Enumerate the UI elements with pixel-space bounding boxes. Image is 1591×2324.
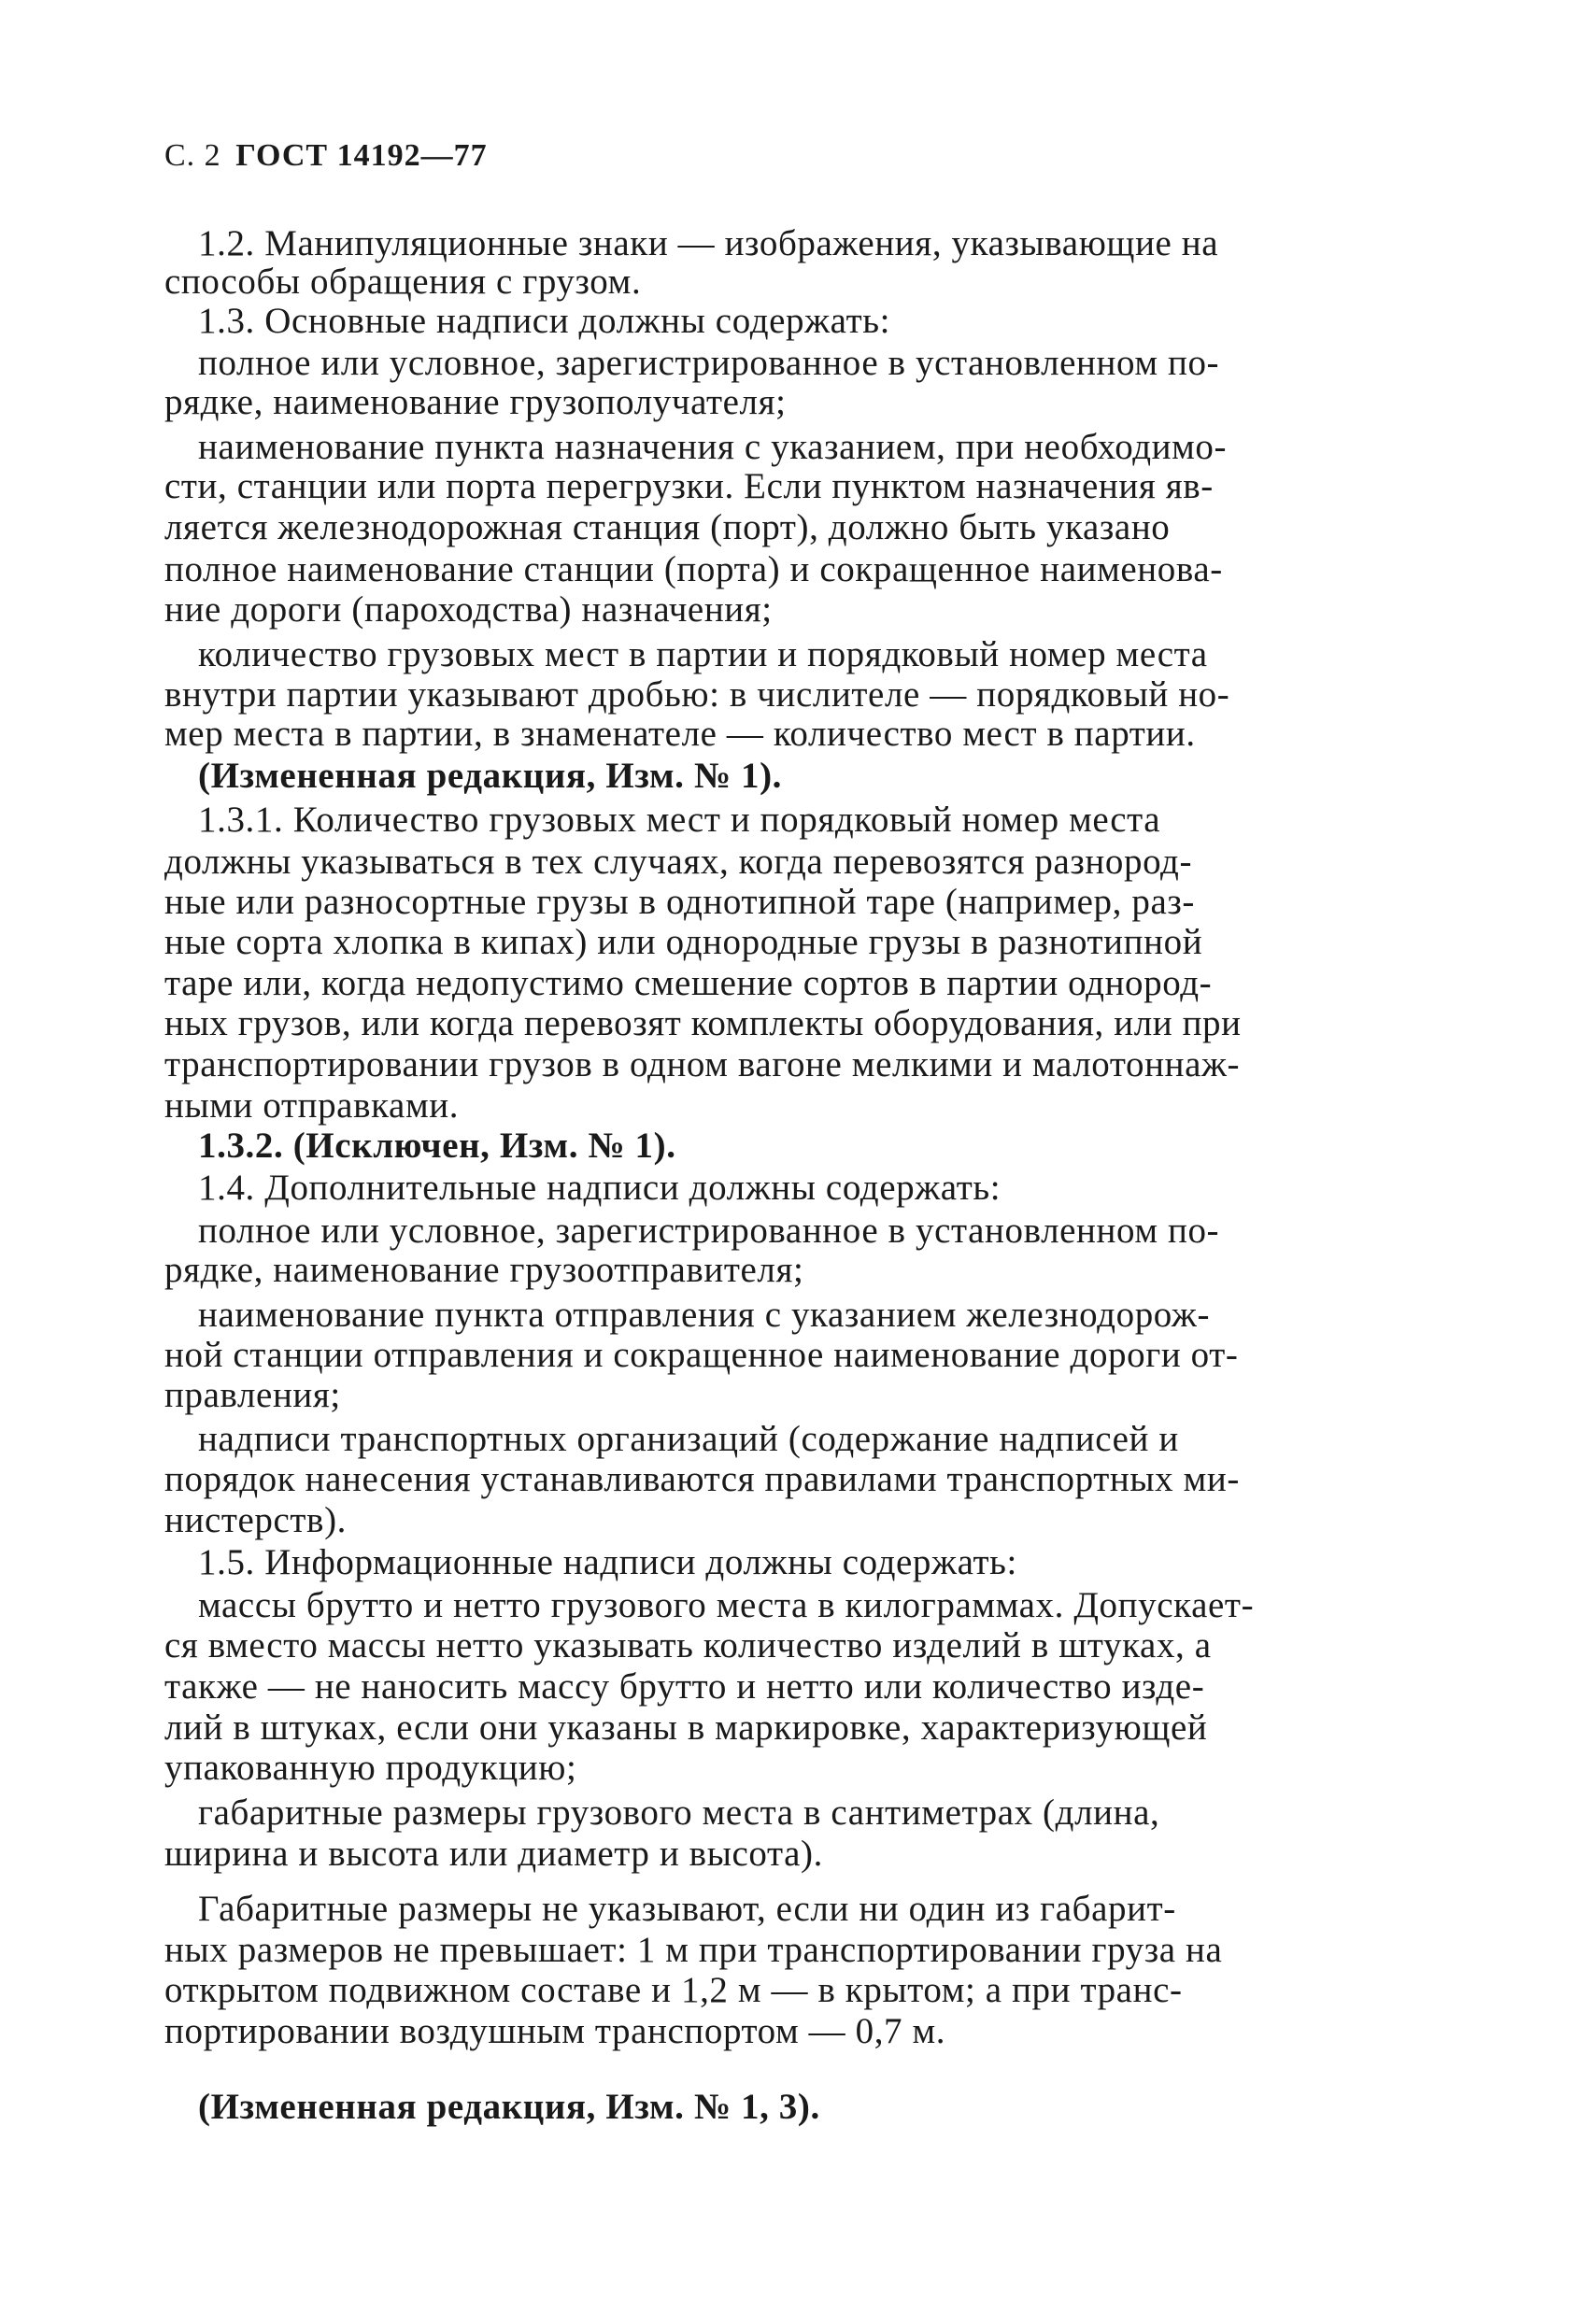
text-line: рядке, наименование грузоотправителя; bbox=[164, 1250, 804, 1290]
text-line: мер места в партии, в знаменателе — количество мест в партии. bbox=[164, 714, 1196, 754]
text-line: количество грузовых мест в партии и порядковый номер места bbox=[198, 634, 1208, 674]
text-line: ной станции отправления и сокращенное наименование дороги от- bbox=[164, 1335, 1239, 1375]
text-line: полное или условное, зарегистрированное в установленном по- bbox=[198, 343, 1220, 383]
text-line: ных грузов, или когда перевозят комплекты оборудования, или при bbox=[164, 1003, 1242, 1043]
text-line: также — не наносить массу брутто и нетто или количество изде- bbox=[164, 1666, 1205, 1707]
text-line: 1.3. Основные надписи должны содержать: bbox=[198, 301, 891, 341]
text-line: портировании воздушным транспортом — 0,7 м. bbox=[164, 2011, 946, 2051]
standard-title: ГОСТ 14192—77 bbox=[235, 138, 488, 173]
text-line: полное наименование станции (порта) и сокращенное наименова- bbox=[164, 549, 1223, 589]
page-number: С. 2 bbox=[164, 138, 221, 173]
text-line: ширина и высота или диаметр и высота). bbox=[164, 1834, 823, 1874]
text-line: ся вместо массы нетто указывать количество изделий в штуках, а bbox=[164, 1625, 1212, 1665]
text-line: сти, станции или порта перегрузки. Если пунктом назначения яв- bbox=[164, 466, 1214, 506]
text-line: 1.3.1. Количество грузовых мест и порядковый номер места bbox=[198, 800, 1161, 840]
page-header bbox=[164, 138, 488, 174]
text-line: габаритные размеры грузового места в сантиметрах (длина, bbox=[198, 1793, 1160, 1833]
text-line: ными отправками. bbox=[164, 1085, 460, 1126]
text-line: правления; bbox=[164, 1375, 341, 1415]
text-line: наименование пункта назначения с указанием, при необходимо- bbox=[198, 427, 1228, 467]
text-line: ные или разносортные грузы в однотипной таре (например, раз- bbox=[164, 882, 1195, 922]
text-line: ные сорта хлопка в кипах) или однородные грузы в разнотипной bbox=[164, 922, 1203, 962]
text-line: внутри партии указывают дробью: в числителе — порядковый но- bbox=[164, 674, 1230, 715]
amendment-note: (Измененная редакция, Изм. № 1, 3). bbox=[198, 2087, 820, 2127]
text-line: Габаритные размеры не указывают, если ни один из габарит- bbox=[198, 1889, 1176, 1929]
text-line: 1.2. Манипуляционные знаки — изображения, указывающие на bbox=[198, 223, 1219, 263]
text-line: лий в штуках, если они указаны в маркировке, характеризующей bbox=[164, 1708, 1208, 1748]
text-line: упакованную продукцию; bbox=[164, 1748, 577, 1788]
text-line: полное или условное, зарегистрированное в установленном по- bbox=[198, 1211, 1220, 1251]
text-line: 1.5. Информационные надписи должны содержать: bbox=[198, 1542, 1017, 1582]
text-line: таре или, когда недопустимо смешение сортов в партии однород- bbox=[164, 963, 1213, 1003]
text-line: ляется железнодорожная станция (порт), должно быть указано bbox=[164, 507, 1171, 547]
text-line: 1.4. Дополнительные надписи должны содержать: bbox=[198, 1168, 1001, 1208]
text-line: надписи транспортных организаций (содержание надписей и bbox=[198, 1419, 1179, 1459]
text-line: открытом подвижном составе и 1,2 м — в крытом; а при транс- bbox=[164, 1970, 1183, 2010]
text-line: должны указываться в тех случаях, когда перевозятся разнород- bbox=[164, 842, 1193, 882]
text-line: нистерств). bbox=[164, 1500, 348, 1540]
text-line: ных размеров не превышает: 1 м при транспортировании груза на bbox=[164, 1930, 1223, 1970]
amendment-note: (Измененная редакция, Изм. № 1). bbox=[198, 756, 783, 796]
text-line: порядок нанесения устанавливаются правилами транспортных ми- bbox=[164, 1459, 1240, 1499]
text-line: массы брутто и нетто грузового места в килограммах. Допускает- bbox=[198, 1585, 1255, 1625]
text-line: ние дороги (пароходства) назначения; bbox=[164, 589, 773, 630]
text-line: наименование пункта отправления с указанием железнодорож- bbox=[198, 1295, 1211, 1335]
text-line: рядке, наименование грузополучателя; bbox=[164, 382, 787, 422]
excluded-note: 1.3.2. (Исключен, Изм. № 1). bbox=[198, 1126, 676, 1166]
text-line: транспортировании грузов в одном вагоне мелкими и малотоннаж- bbox=[164, 1044, 1241, 1084]
text-line: способы обращения с грузом. bbox=[164, 262, 642, 302]
